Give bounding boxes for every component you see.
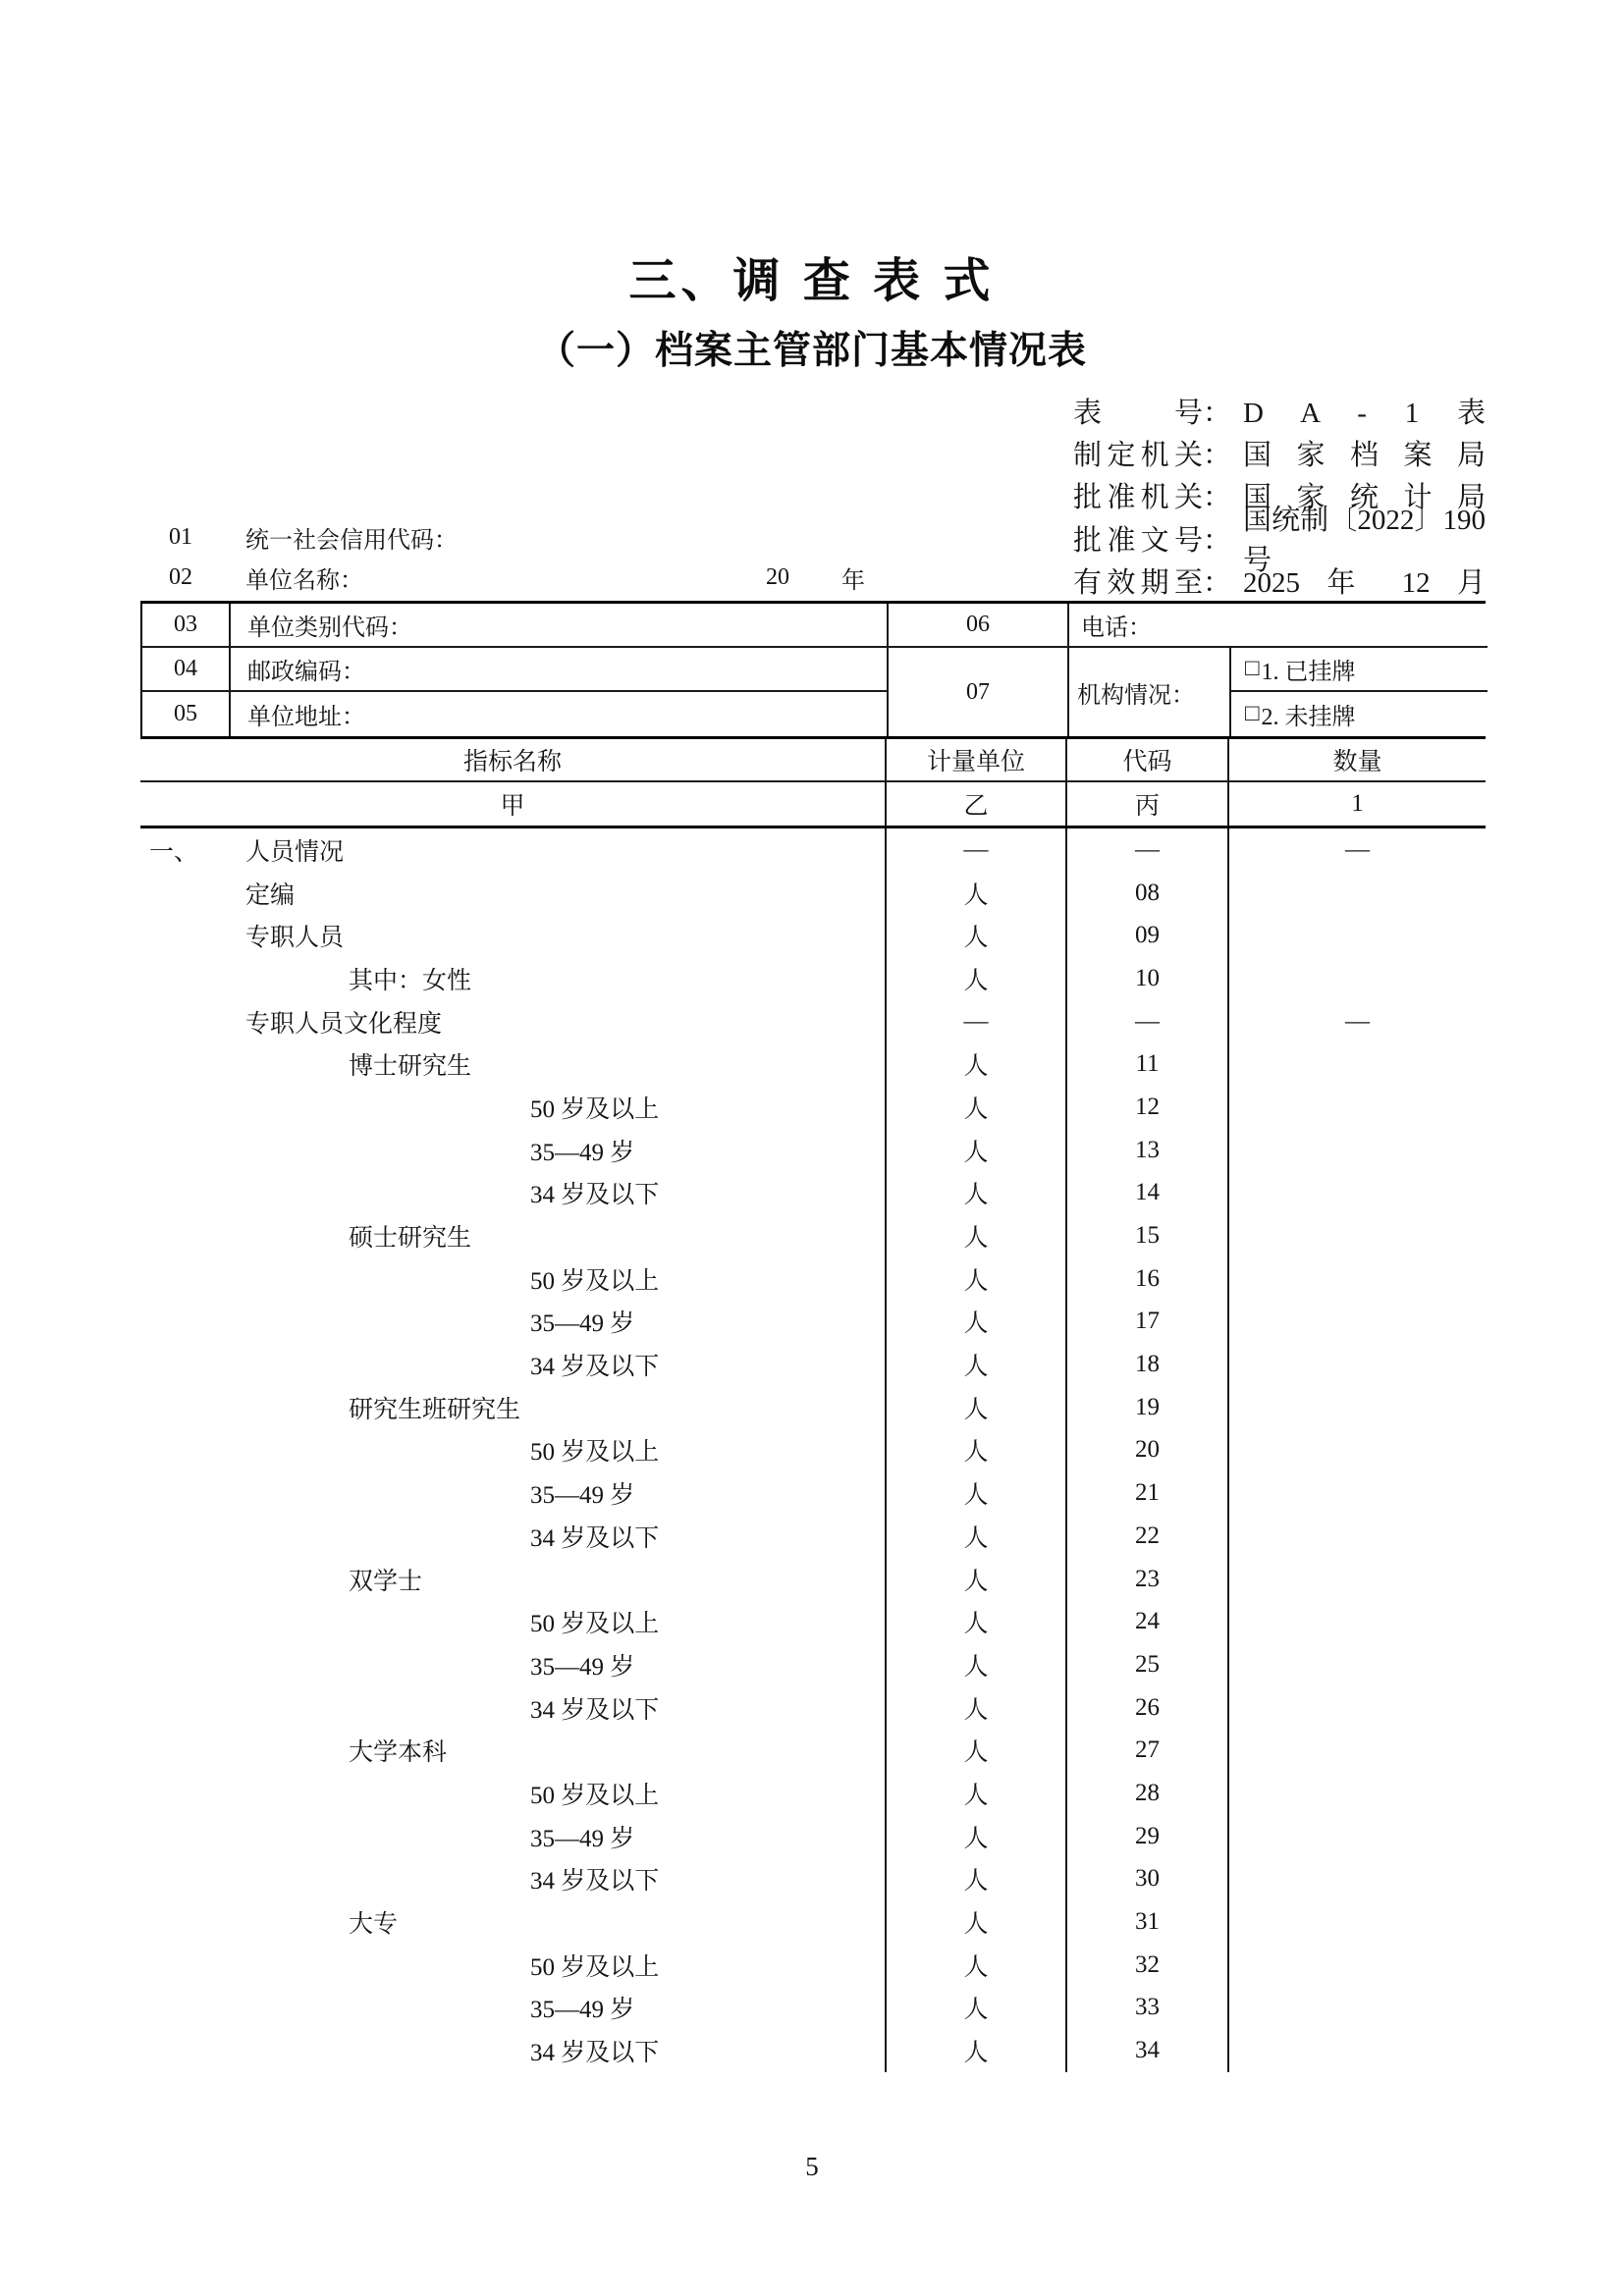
quantity-cell — [1229, 872, 1486, 915]
table-row — [140, 1944, 1486, 1987]
page-number: 5 — [805, 2152, 819, 2181]
code-cell: 26 — [1067, 1686, 1229, 1730]
indicator-label: 硕士研究生 — [349, 1225, 472, 1253]
unit-cell: 人 — [887, 1944, 1067, 1987]
code-cell: 30 — [1067, 1858, 1229, 1901]
unit-cell: 人 — [887, 1429, 1067, 1472]
checkbox-icon[interactable]: □ — [1245, 701, 1260, 726]
table-row — [140, 1429, 1486, 1472]
indicator-label: 35—49 岁 — [530, 1482, 635, 1510]
indicator-name-cell — [140, 1515, 887, 1558]
indicator-name-cell — [140, 1042, 887, 1086]
table-row — [140, 1600, 1486, 1643]
indicator-name-cell — [140, 1815, 887, 1858]
checkbox-icon[interactable]: □ — [1245, 656, 1260, 681]
table-row — [140, 1558, 1486, 1601]
option-label: 1. 已挂牌 — [1261, 660, 1356, 685]
quantity-cell — [1229, 1129, 1486, 1172]
indicator-label: 35—49 岁 — [530, 1139, 635, 1166]
table-row — [140, 1172, 1486, 1215]
quantity-cell — [1229, 1042, 1486, 1086]
field-number: 03 — [142, 604, 231, 648]
indicator-name-cell — [140, 1772, 887, 1815]
indicator-name-cell — [140, 1858, 887, 1901]
indicator-name-cell — [140, 1643, 887, 1686]
table-row — [140, 1729, 1486, 1772]
unit-cell: 人 — [887, 1600, 1067, 1643]
table-row — [140, 1815, 1486, 1858]
code-cell: 32 — [1067, 1944, 1229, 1987]
indicator-name-cell — [140, 1000, 887, 1043]
indicator-name-cell — [140, 1214, 887, 1257]
indicator-name-cell — [140, 914, 887, 957]
quantity-cell — [1229, 1343, 1486, 1386]
indicator-label: 35—49 岁 — [530, 1825, 635, 1852]
meta-colon: ： — [1203, 482, 1232, 514]
meta-value: 国 家 档 案 局 — [1243, 440, 1486, 472]
code-cell: 31 — [1067, 1900, 1229, 1944]
column-key-yi: 乙 — [887, 782, 1067, 826]
table-row — [140, 828, 1486, 872]
quantity-cell — [1229, 1386, 1486, 1429]
unit-cell: 人 — [887, 1987, 1067, 2030]
code-cell: — — [1067, 1000, 1229, 1043]
quantity-cell — [1229, 1558, 1486, 1601]
indicator-label: 大专 — [349, 1911, 399, 1939]
indicator-name-cell — [140, 1686, 887, 1730]
page-title: 三、调 查 表 式 — [628, 255, 996, 307]
column-key-1: 1 — [1351, 790, 1364, 817]
indicator-label: 34 岁及以下 — [530, 1524, 660, 1552]
indicator-name-cell — [140, 1558, 887, 1601]
indicator-label: 35—49 岁 — [530, 1997, 635, 2024]
indicator-label: 50 岁及以上 — [530, 1953, 660, 1981]
unit-cell: 人 — [887, 1214, 1067, 1257]
table-row — [140, 1214, 1486, 1257]
code-cell: 15 — [1067, 1214, 1229, 1257]
meta-value: 国 家 统 计 局 — [1243, 482, 1486, 514]
meta-label: 制定机关 — [1073, 440, 1203, 472]
indicator-name-cell — [140, 1429, 887, 1472]
table-row — [140, 1772, 1486, 1815]
indicator-name-cell — [140, 1343, 887, 1386]
code-cell: 28 — [1067, 1772, 1229, 1815]
unit-cell: 人 — [887, 914, 1067, 957]
meta-value: 2025 年 12 月 — [1243, 566, 1486, 599]
table-row — [140, 914, 1486, 957]
unit-cell: 人 — [887, 1900, 1067, 1944]
field-label: 统一社会信用代码： — [245, 527, 458, 554]
quantity-cell — [1229, 1729, 1486, 1772]
table-row — [140, 1129, 1486, 1172]
meta-colon: ： — [1203, 398, 1232, 430]
shared-code-cell: 07 — [889, 648, 1069, 736]
table-row — [140, 1386, 1486, 1429]
field-label-phone: 电话： — [1069, 604, 1488, 648]
code-cell: 24 — [1067, 1600, 1229, 1643]
quantity-cell — [1229, 1772, 1486, 1815]
quantity-cell: — — [1345, 835, 1370, 863]
field-row-credit-code — [0, 515, 1624, 559]
code-cell: 18 — [1067, 1343, 1229, 1386]
indicator-table-header — [140, 736, 1486, 828]
code-cell: 33 — [1067, 1987, 1229, 2030]
table-row — [140, 1301, 1486, 1344]
field-row-unit-name — [0, 556, 1624, 599]
quantity-cell — [1229, 1515, 1486, 1558]
indicator-label: 34 岁及以下 — [530, 1182, 660, 1209]
indicator-name-cell — [140, 1944, 887, 1987]
column-key-bing: 丙 — [1067, 782, 1229, 826]
indicator-label: 研究生班研究生 — [349, 1396, 521, 1423]
indicator-label: 50 岁及以上 — [530, 1267, 660, 1295]
indicator-name-cell — [140, 1729, 887, 1772]
table-row — [140, 872, 1486, 915]
indicator-label: 50 岁及以上 — [530, 1782, 660, 1809]
form-title: （一）档案主管部门基本情况表 — [536, 330, 1087, 372]
indicator-name-cell — [140, 1086, 887, 1129]
table-row — [140, 1000, 1486, 1043]
year-prefix: 20 — [766, 563, 789, 590]
indicator-label: 定编 — [245, 881, 296, 909]
code-cell: 25 — [1067, 1643, 1229, 1686]
table-row — [140, 1858, 1486, 1901]
field-number: 05 — [142, 692, 231, 736]
quantity-cell — [1229, 1086, 1486, 1129]
indicator-name-cell — [140, 1386, 887, 1429]
quantity-cell — [1229, 1172, 1486, 1215]
table-row — [140, 1257, 1486, 1301]
indicator-label: 35—49 岁 — [530, 1653, 635, 1681]
code-cell: — — [1067, 828, 1229, 872]
meta-colon: ： — [1203, 566, 1232, 599]
unit-cell: 人 — [887, 1042, 1067, 1086]
code-cell: 29 — [1067, 1815, 1229, 1858]
table-row — [140, 1515, 1486, 1558]
column-header-unit: 计量单位 — [887, 739, 1067, 782]
code-cell: 09 — [1067, 914, 1229, 957]
field-label-unit-category: 单位类别代码： — [231, 604, 889, 648]
code-cell: 20 — [1067, 1429, 1229, 1472]
indicator-label: 50 岁及以上 — [530, 1611, 660, 1638]
unit-cell: 人 — [887, 2029, 1067, 2072]
unit-cell: 人 — [887, 1172, 1067, 1215]
option-label: 2. 未挂牌 — [1261, 705, 1356, 730]
quantity-cell — [1229, 957, 1486, 1000]
table-row — [140, 1987, 1486, 2030]
code-cell: 21 — [1067, 1471, 1229, 1515]
field-label-unit-address: 单位地址： — [231, 692, 889, 736]
indicator-label: 博士研究生 — [349, 1053, 472, 1081]
unit-info-table — [140, 601, 1486, 736]
table-row — [140, 1643, 1486, 1686]
table-row — [140, 1686, 1486, 1730]
indicator-name-cell — [140, 828, 887, 872]
table-row — [140, 1900, 1486, 1944]
indicator-name-cell — [140, 1987, 887, 2030]
code-cell: 08 — [1067, 872, 1229, 915]
table-row — [140, 957, 1486, 1000]
column-key-jia: 甲 — [140, 782, 887, 826]
code-cell: 16 — [1067, 1257, 1229, 1301]
unit-cell: 人 — [887, 957, 1067, 1000]
indicator-name-cell — [140, 1471, 887, 1515]
option-row-not-listed — [1231, 692, 1488, 736]
field-number: 04 — [142, 648, 231, 692]
unit-cell: 人 — [887, 1729, 1067, 1772]
meta-colon: ： — [1203, 524, 1232, 557]
unit-cell: 人 — [887, 1858, 1067, 1901]
meta-row-issuing-agency — [1073, 432, 1486, 474]
option-row-listed — [1231, 648, 1488, 692]
table-row — [140, 1471, 1486, 1515]
code-cell: 12 — [1067, 1086, 1229, 1129]
indicator-name-cell — [140, 1129, 887, 1172]
meta-label: 表号 — [1073, 398, 1203, 430]
indicator-name-cell — [140, 872, 887, 915]
indicator-label: 34 岁及以下 — [530, 1354, 660, 1381]
indicator-label: 34 岁及以下 — [530, 1868, 660, 1896]
indicator-name-cell — [140, 1900, 887, 1944]
unit-cell: 人 — [887, 1815, 1067, 1858]
indicator-label: 大学本科 — [349, 1739, 448, 1767]
quantity-cell — [1229, 1429, 1486, 1472]
unit-cell: — — [887, 1000, 1067, 1043]
field-number: 01 — [169, 523, 192, 550]
unit-cell: 人 — [887, 1643, 1067, 1686]
unit-cell: 人 — [887, 1343, 1067, 1386]
quantity-cell — [1229, 1815, 1486, 1858]
unit-cell: 人 — [887, 1686, 1067, 1730]
quantity-cell — [1229, 1471, 1486, 1515]
quantity-cell — [1229, 1643, 1486, 1686]
indicator-label: 34 岁及以下 — [530, 2040, 660, 2067]
code-cell: 27 — [1067, 1729, 1229, 1772]
column-header-quantity: 数量 — [1229, 739, 1486, 782]
table-row — [140, 1086, 1486, 1129]
field-label: 单位名称： — [245, 567, 363, 594]
quantity-cell — [1229, 1987, 1486, 2030]
indicator-table-body — [140, 828, 1486, 2072]
meta-colon: ： — [1203, 440, 1232, 472]
indicator-name-cell — [140, 1301, 887, 1344]
quantity-cell — [1229, 1900, 1486, 1944]
table-row — [140, 1343, 1486, 1386]
unit-cell: 人 — [887, 1772, 1067, 1815]
code-cell: 19 — [1067, 1386, 1229, 1429]
unit-cell: — — [887, 828, 1067, 872]
table-row — [140, 2029, 1486, 2072]
quantity-cell — [1229, 1858, 1486, 1901]
indicator-name-cell — [140, 1600, 887, 1643]
code-cell: 23 — [1067, 1558, 1229, 1601]
quantity-cell — [1229, 1214, 1486, 1257]
meta-label: 有效期至 — [1073, 566, 1203, 599]
indicator-label: 50 岁及以上 — [530, 1095, 660, 1123]
indicator-label: 34 岁及以下 — [530, 1696, 660, 1724]
quantity-cell — [1229, 1257, 1486, 1301]
meta-label: 批准机关 — [1073, 482, 1203, 514]
indicator-name-cell — [140, 1172, 887, 1215]
code-cell: 11 — [1067, 1042, 1229, 1086]
quantity-cell: — — [1345, 1007, 1370, 1035]
unit-cell: 人 — [887, 1301, 1067, 1344]
code-cell: 34 — [1067, 2029, 1229, 2072]
unit-cell: 人 — [887, 1515, 1067, 1558]
code-cell: 22 — [1067, 1515, 1229, 1558]
quantity-cell — [1229, 1686, 1486, 1730]
meta-label: 批准文号 — [1073, 524, 1203, 557]
meta-value: D A - 1 表 — [1243, 398, 1486, 430]
unit-cell: 人 — [887, 1129, 1067, 1172]
indicator-label: 50 岁及以上 — [530, 1439, 660, 1467]
indicator-name-cell — [140, 2029, 887, 2072]
unit-cell: 人 — [887, 1257, 1067, 1301]
section-number: 一、 — [149, 838, 199, 866]
quantity-cell — [1229, 1600, 1486, 1643]
table-row — [140, 1042, 1486, 1086]
indicator-name-cell — [140, 1257, 887, 1301]
column-header-code: 代码 — [1067, 739, 1229, 782]
code-cell: 10 — [1067, 957, 1229, 1000]
indicator-label: 专职人员 — [245, 925, 345, 952]
indicator-label: 双学士 — [349, 1568, 423, 1595]
unit-cell: 人 — [887, 1471, 1067, 1515]
column-header-indicator-name: 指标名称 — [140, 739, 887, 782]
field-label-org-status: 机构情况： — [1069, 648, 1231, 736]
quantity-cell — [1229, 2029, 1486, 2072]
indicator-label: 35—49 岁 — [530, 1310, 635, 1338]
code-cell: 13 — [1067, 1129, 1229, 1172]
meta-row-form-number — [1073, 390, 1486, 432]
unit-cell: 人 — [887, 1086, 1067, 1129]
field-number: 02 — [169, 563, 192, 590]
quantity-cell — [1229, 914, 1486, 957]
meta-value: 国统制〔2022〕190 号 — [1243, 505, 1486, 577]
code-cell: 06 — [889, 604, 1069, 648]
code-cell: 14 — [1067, 1172, 1229, 1215]
year-suffix: 年 — [841, 567, 865, 594]
unit-cell: 人 — [887, 1386, 1067, 1429]
unit-cell: 人 — [887, 872, 1067, 915]
indicator-label: 专职人员文化程度 — [245, 1010, 443, 1038]
indicator-name-cell — [140, 957, 887, 1000]
indicator-label: 其中：女性 — [349, 967, 472, 994]
quantity-cell — [1229, 1944, 1486, 1987]
code-cell: 17 — [1067, 1301, 1229, 1344]
unit-cell: 人 — [887, 1558, 1067, 1601]
field-label-postal-code: 邮政编码： — [231, 648, 889, 692]
quantity-cell — [1229, 1301, 1486, 1344]
indicator-label: 人员情况 — [245, 838, 345, 866]
